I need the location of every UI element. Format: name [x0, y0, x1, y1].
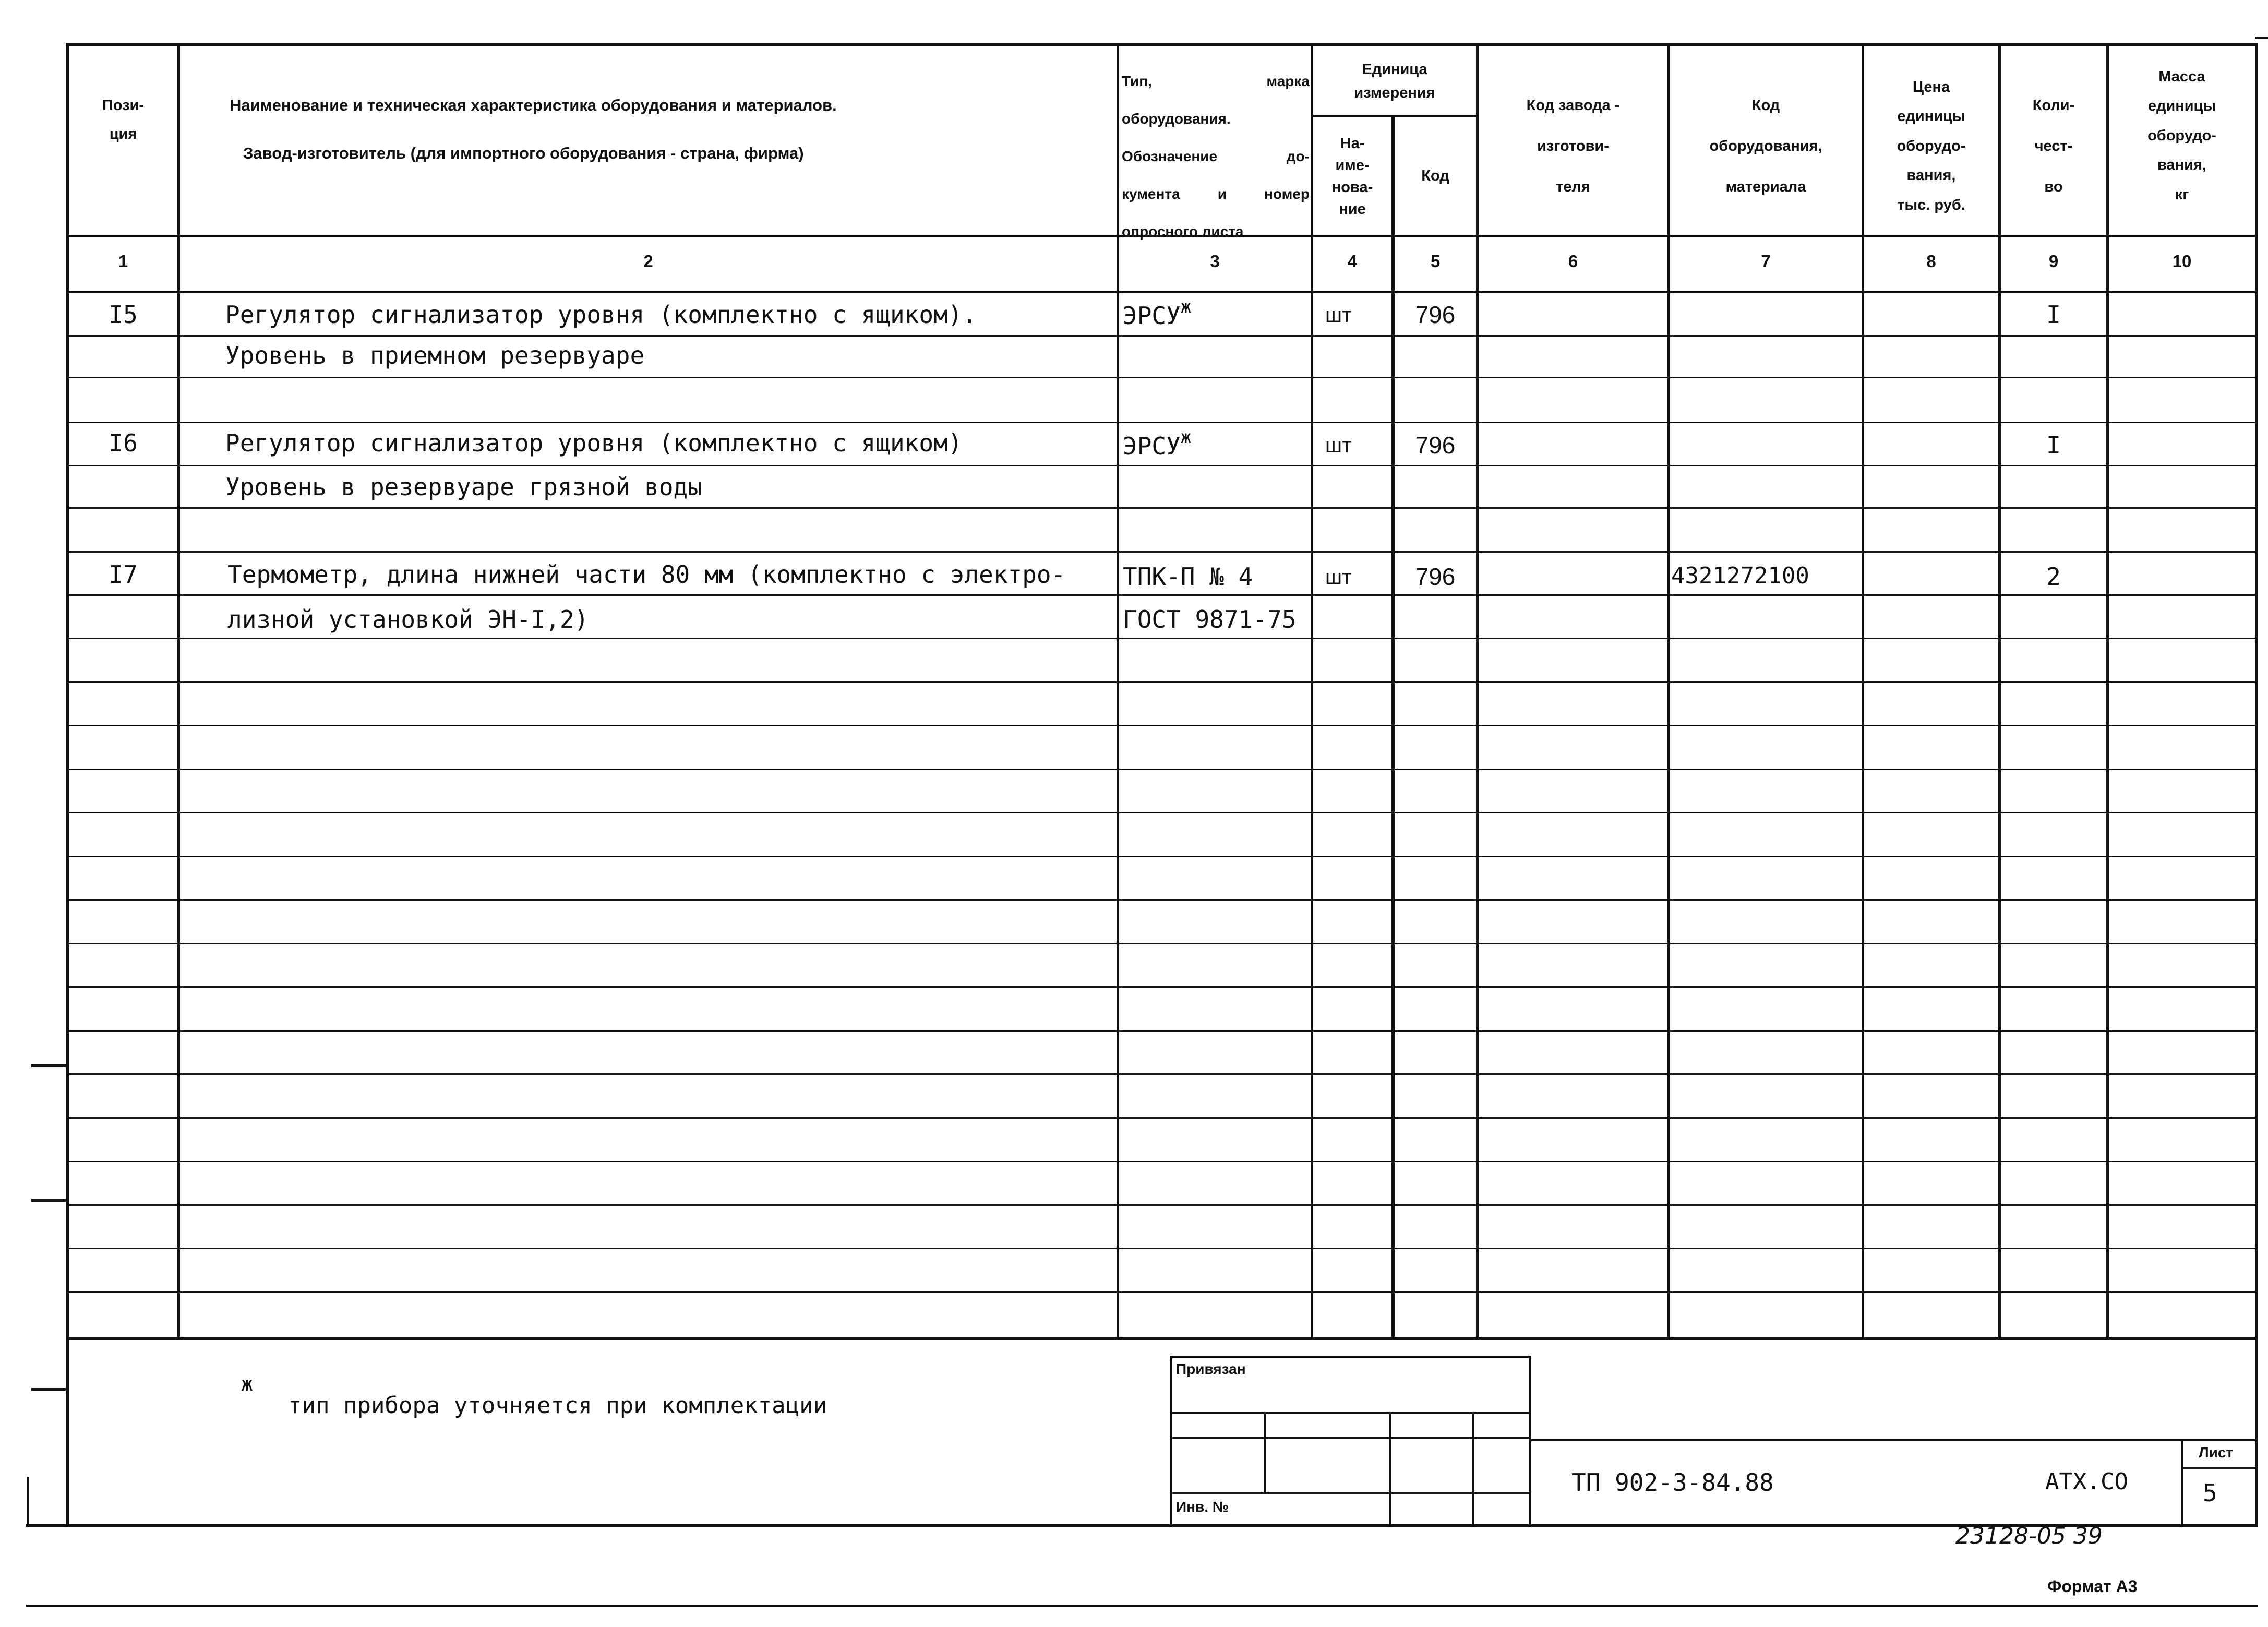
- frame-top-line: [67, 43, 2258, 46]
- header-col-name-line2: Завод-изготовитель (для импортного оборудования - страна, фирма): [243, 144, 804, 162]
- format-label: Формат А3: [2047, 1577, 2138, 1596]
- row-line: [68, 1204, 2257, 1206]
- table-bottom-line: [68, 1337, 2257, 1340]
- header-col-mass: Масса единицы оборудо- вания, кг: [2147, 68, 2216, 203]
- frame-corner-tick: [2255, 37, 2268, 39]
- footnote-text: тип прибора уточняется при комплектации: [288, 1392, 827, 1419]
- archive-number: 23128-05 39: [1955, 1523, 2103, 1549]
- row-type: $ЭРСУ^ж$: [1123, 296, 1192, 330]
- column-number: 7: [1761, 252, 1771, 271]
- column-number: 2: [643, 252, 653, 271]
- margin-tick: [31, 1388, 68, 1391]
- row-line: [68, 899, 2257, 901]
- frame-right-line: [2255, 43, 2258, 1527]
- row-line: [68, 465, 2257, 466]
- row-line: [68, 1248, 2257, 1249]
- column-number: 8: [1926, 252, 1936, 271]
- row-line: [68, 812, 2257, 813]
- col-line: [1391, 116, 1395, 1340]
- stamp-line: [1472, 1412, 1474, 1526]
- row-line: [68, 377, 2257, 378]
- column-number: 9: [2048, 252, 2059, 271]
- header-col-unit-code: Код: [1421, 168, 1449, 185]
- row-line: [68, 769, 2257, 770]
- row-code: 796: [1415, 432, 1456, 459]
- row-line: [68, 943, 2257, 944]
- column-number: 3: [1210, 252, 1220, 271]
- colnum-bottom-line: [68, 291, 2257, 293]
- header-col-quantity: Коли- чест- во: [2032, 97, 2075, 196]
- row-name: Уровень в резервуаре грязной воды: [225, 473, 702, 501]
- header-unit-group: Единица измерения: [1354, 61, 1435, 101]
- stamp-line: [1170, 1492, 1531, 1494]
- column-number: 6: [1568, 252, 1578, 271]
- row-line: [68, 986, 2257, 988]
- asterisk-mark: ж: [1180, 296, 1192, 317]
- header-col-name-line1: Наименование и техническая характеристика оборудования и материалов.: [230, 96, 837, 114]
- row-name: лизной установкой ЭН-I,2): [227, 605, 589, 633]
- row-type: $ЭРСУ^ж$: [1123, 427, 1192, 460]
- row-unit: шт: [1325, 566, 1352, 589]
- row-line: [68, 335, 2257, 337]
- stamp-inv-label: Инв. №: [1176, 1499, 1229, 1515]
- stamp-doc-code: ТП 902-3-84.88: [1571, 1468, 1774, 1497]
- row-quantity: I: [2046, 301, 2061, 329]
- stamp-line: [1170, 1437, 1531, 1439]
- row-line: [68, 1161, 2257, 1162]
- footnote-mark: ж: [241, 1372, 253, 1395]
- row-line: [68, 1117, 2257, 1119]
- column-number: 1: [118, 252, 128, 271]
- stamp-sheet-number: 5: [2203, 1479, 2217, 1507]
- margin-tick: [31, 1199, 68, 1202]
- margin-tick: [27, 1477, 29, 1526]
- header-col-unit-name: На- име- нова- ние: [1331, 135, 1373, 218]
- row-line: [68, 507, 2257, 509]
- row-line: [68, 725, 2257, 726]
- stamp-line: [1529, 1439, 2257, 1441]
- row-type: ТПК-П № 4: [1123, 563, 1253, 591]
- row-type: ГОСТ 9871-75: [1123, 605, 1297, 633]
- row-equipment-code: 4321272100: [1671, 563, 1809, 589]
- header-col-equipment-code: Код оборудования, материала: [1709, 97, 1822, 196]
- row-position: I7: [109, 560, 138, 589]
- row-line: [68, 551, 2257, 553]
- frame-bottom-line: [26, 1524, 2258, 1527]
- header-col-price: Цена единицы оборудо- вания, тыс. руб.: [1897, 78, 1966, 213]
- stamp-sheet-label: Лист: [2199, 1444, 2234, 1461]
- margin-tick: [31, 1064, 68, 1067]
- stamp-line: [1264, 1412, 1266, 1493]
- header-col-factory-code: Код завода - изготови- теля: [1526, 97, 1620, 196]
- header-col-position: Пози- ция: [102, 97, 145, 142]
- stamp-bound-label: Привязан: [1176, 1361, 1246, 1377]
- stamp-line: [1170, 1412, 1531, 1414]
- stamp-line: [1170, 1356, 1172, 1527]
- row-name: Уровень в приемном резервуаре: [225, 341, 645, 369]
- row-line: [68, 1030, 2257, 1032]
- row-line: [68, 1291, 2257, 1293]
- row-code: 796: [1415, 563, 1456, 590]
- stamp-line: [1170, 1356, 1531, 1358]
- header-col-type: Тип, марка оборудования. Обозначение до- кумента и номер опросного листа: [1122, 73, 1310, 240]
- stamp-sheet-code: АТХ.СО: [2045, 1468, 2128, 1495]
- row-unit: шт: [1325, 434, 1352, 457]
- row-line: [68, 422, 2257, 423]
- stamp-line: [2181, 1439, 2183, 1527]
- row-position: I5: [109, 301, 138, 329]
- unit-group-line: [1311, 115, 1479, 117]
- row-position: I6: [109, 429, 138, 457]
- row-name: Термометр, длина нижней части 80 мм (комплектно с электро-: [227, 560, 1066, 589]
- row-name: Регулятор сигнализатор уровня (комплектно с ящиком).: [225, 301, 977, 329]
- column-number: 4: [1347, 252, 1358, 271]
- stamp-line: [2181, 1467, 2257, 1469]
- page-bottom-line: [26, 1605, 2258, 1607]
- stamp-line: [1529, 1356, 1531, 1527]
- row-quantity: 2: [2046, 563, 2061, 591]
- row-line: [68, 681, 2257, 683]
- column-number: 10: [2172, 252, 2192, 271]
- stamp-line: [1389, 1412, 1391, 1526]
- row-line: [68, 594, 2257, 596]
- asterisk-mark: ж: [1180, 427, 1192, 448]
- row-line: [68, 1073, 2257, 1075]
- row-code: 796: [1415, 301, 1456, 328]
- row-unit: шт: [1325, 304, 1352, 327]
- row-line: [68, 638, 2257, 639]
- row-name: Регулятор сигнализатор уровня (комплектно с ящиком): [225, 429, 963, 457]
- row-quantity: I: [2046, 431, 2061, 459]
- column-number: 5: [1430, 252, 1441, 271]
- row-line: [68, 856, 2257, 857]
